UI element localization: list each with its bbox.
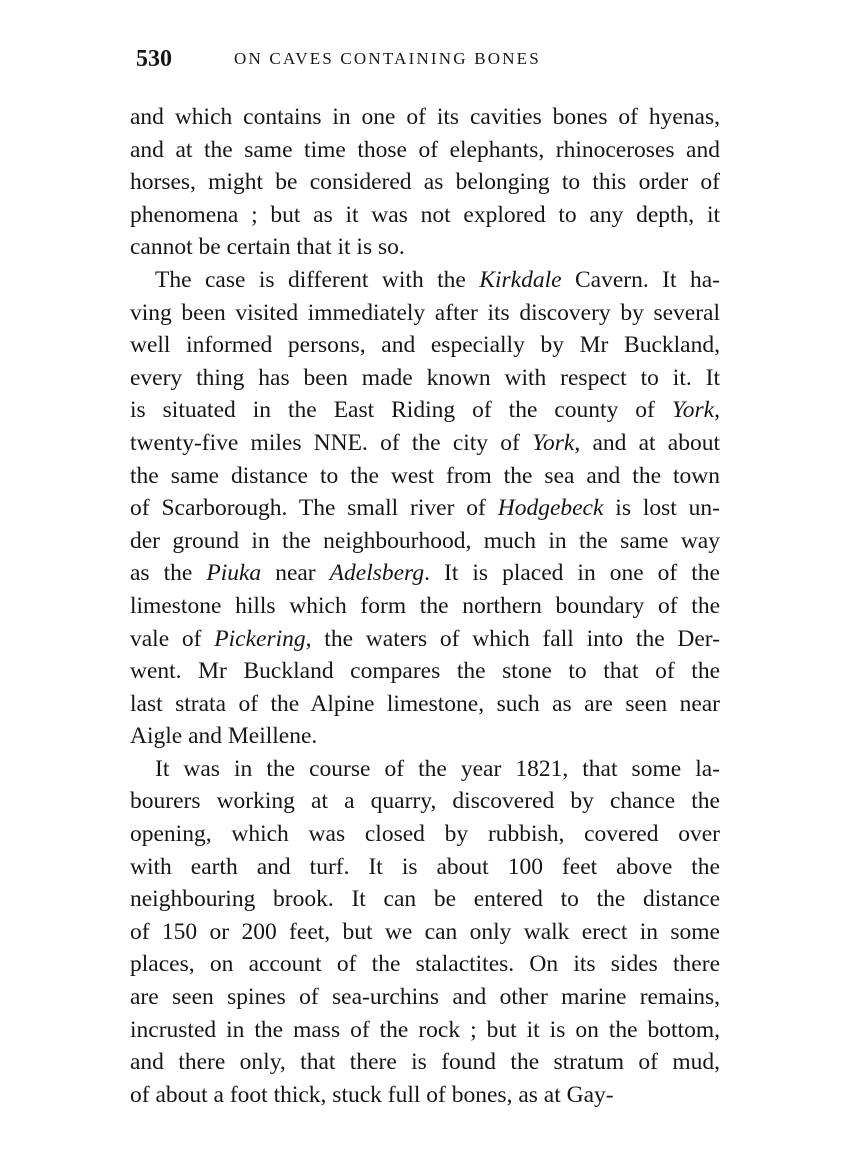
text-line: ving been visited immediately after its discovery by several bbox=[130, 299, 720, 326]
text-line: Aigle and Meillene. bbox=[130, 723, 318, 750]
text-line: horses, might be considered as belonging to this order of bbox=[130, 169, 720, 196]
text-line: incrusted in the mass of the rock ; but it is on the bottom, bbox=[130, 1016, 720, 1043]
text-line: and at the same time those of elephants, rhinoceroses and bbox=[130, 136, 720, 163]
text-line: and there only, that there is found the stratum of mud, bbox=[130, 1049, 720, 1076]
paragraph bbox=[130, 753, 720, 1112]
text-line: of Scarborough. The small river of Hodgebeck is lost un- bbox=[130, 495, 720, 522]
text-line: bourers working at a quarry, discovered by chance the bbox=[130, 788, 720, 815]
body-text bbox=[130, 101, 720, 1111]
text-line: neighbouring brook. It can be entered to the distance bbox=[130, 886, 720, 913]
text-line: It was in the course of the year 1821, that some la- bbox=[155, 755, 720, 782]
text-line: The case is different with the Kirkdale Cavern. It ha- bbox=[155, 266, 720, 293]
text-line: phenomena ; but as it was not explored to any depth, it bbox=[130, 201, 720, 228]
text-line: places, on account of the stalactites. On its sides there bbox=[130, 951, 720, 978]
running-head bbox=[136, 46, 756, 76]
text-line: as the Piuka near Adelsberg. It is placed in one of the bbox=[130, 560, 720, 587]
paragraph bbox=[130, 101, 720, 264]
text-line: are seen spines of sea-urchins and other marine remains, bbox=[130, 984, 720, 1011]
text-line: limestone hills which form the northern boundary of the bbox=[130, 592, 720, 619]
page-number: 530 bbox=[136, 46, 172, 72]
text-line: opening, which was closed by rubbish, covered over bbox=[130, 821, 720, 848]
text-line: went. Mr Buckland compares the stone to that of the bbox=[130, 658, 720, 685]
text-line: with earth and turf. It is about 100 feet above the bbox=[130, 853, 720, 880]
paragraph bbox=[130, 264, 720, 753]
text-line: every thing has been made known with respect to it. It bbox=[130, 364, 720, 391]
text-line: and which contains in one of its cavities bones of hyenas, bbox=[130, 104, 720, 130]
text-line: vale of Pickering, the waters of which fall into the Der- bbox=[130, 625, 720, 652]
text-line: the same distance to the west from the sea and the town bbox=[130, 462, 720, 489]
text-line: cannot be certain that it is so. bbox=[130, 234, 405, 261]
text-line: of 150 or 200 feet, but we can only walk erect in some bbox=[130, 918, 720, 945]
text-line: well informed persons, and especially by Mr Buckland, bbox=[130, 332, 720, 359]
text-line: twenty-five miles NNE. of the city of York, and at about bbox=[130, 429, 720, 456]
text-line: of about a foot thick, stuck full of bones, as at Gay- bbox=[130, 1081, 614, 1108]
text-line: is situated in the East Riding of the county of York, bbox=[130, 397, 720, 424]
running-title: ON CAVES CONTAINING BONES bbox=[234, 49, 541, 68]
text-line: der ground in the neighbourhood, much in the same way bbox=[130, 527, 720, 554]
text-line: last strata of the Alpine limestone, such as are seen near bbox=[130, 690, 720, 717]
